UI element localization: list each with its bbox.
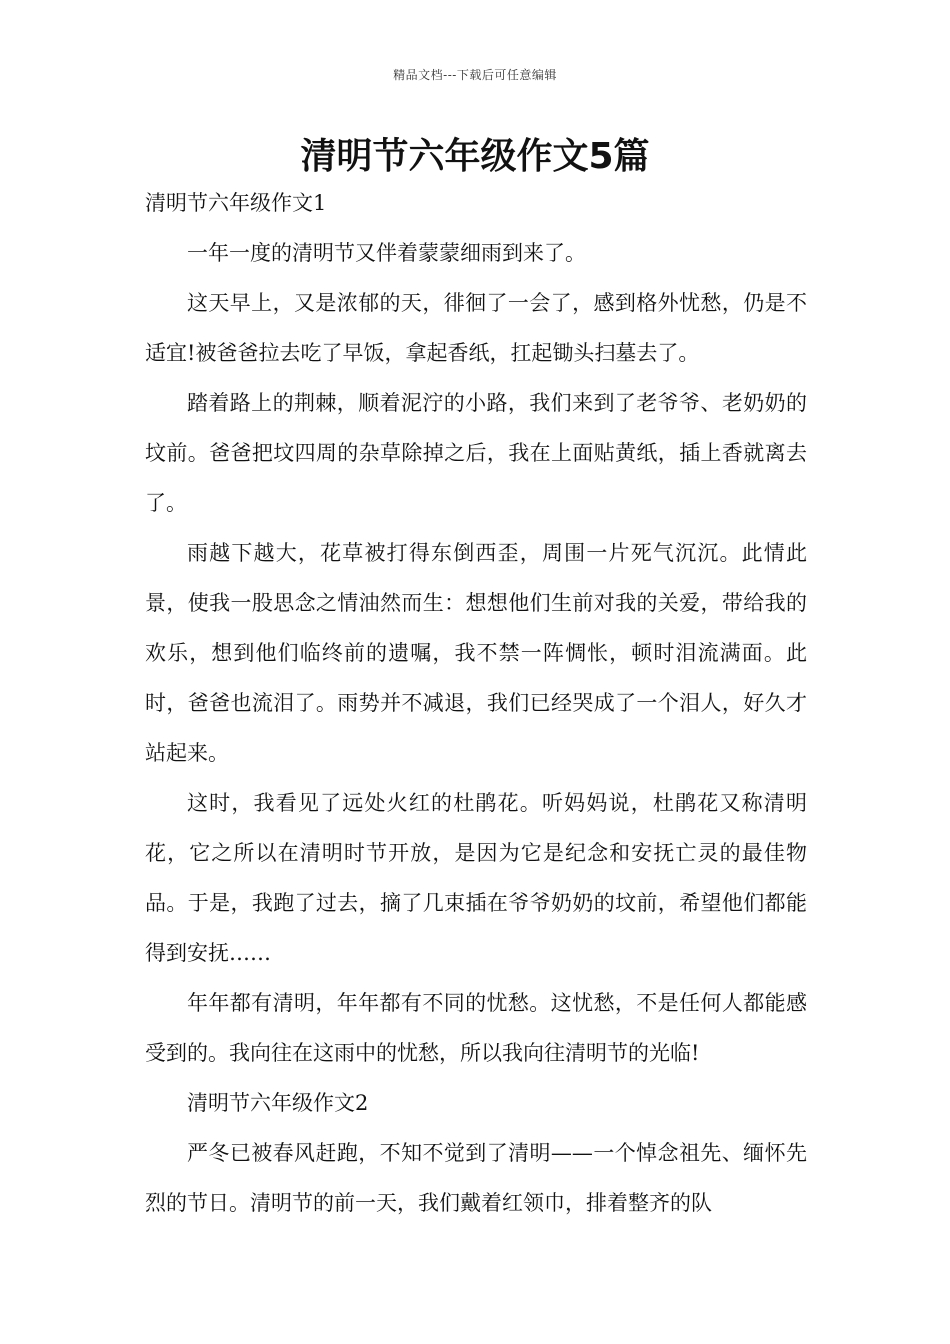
paragraph: 这时，我看见了远处火红的杜鹃花。听妈妈说，杜鹃花又称清明花，它之所以在清明时节开放，是因为它是纪念和安抚亡灵的最佳物品。于是，我跑了过去，摘了几束插在爷爷奶奶的坟前，希望他们都能得到安抚…… [145,791,807,965]
document-title: 清明节六年级作文5篇 [300,136,650,177]
paragraph: 雨越下越大，花草被打得东倒西歪，周围一片死气沉沉。此情此景，使我一股思念之情油然而生：想想他们生前对我的关爱，带给我的欢乐，想到他们临终前的遗嘱，我不禁一阵惆怅，顿时泪流满面。此时，爸爸也流泪了。雨势并不减退，我们已经哭成了一个泪人，好久才站起来。 [145,541,807,765]
paragraph: 严冬已被春风赶跑，不知不觉到了清明——一个悼念祖先、缅怀先烈的节日。清明节的前一天，我们戴着红领巾，排着整齐的队 [145,1141,807,1215]
document-body [145,178,807,1228]
header-note: 精品文档---下载后可任意编辑 [393,68,557,82]
paragraph: 踏着路上的荆棘，顺着泥泞的小路，我们来到了老爷爷、老奶奶的坟前。爸爸把坟四周的杂草除掉之后，我在上面贴黄纸，插上香就离去了。 [145,391,807,515]
paragraph: 一年一度的清明节又伴着蒙蒙细雨到来了。 [187,241,586,265]
paragraph: 这天早上，又是浓郁的天，徘徊了一会了，感到格外忧愁，仍是不适宜!被爸爸拉去吃了早饭，拿起香纸，扛起锄头扫墓去了。 [145,291,807,365]
paragraph: 年年都有清明，年年都有不同的忧愁。这忧愁，不是任何人都能感受到的。我向往在这雨中的忧愁，所以我向往清明节的光临! [145,991,807,1065]
section-heading: 清明节六年级作文1 [145,191,327,215]
section-heading: 清明节六年级作文2 [187,1091,369,1115]
